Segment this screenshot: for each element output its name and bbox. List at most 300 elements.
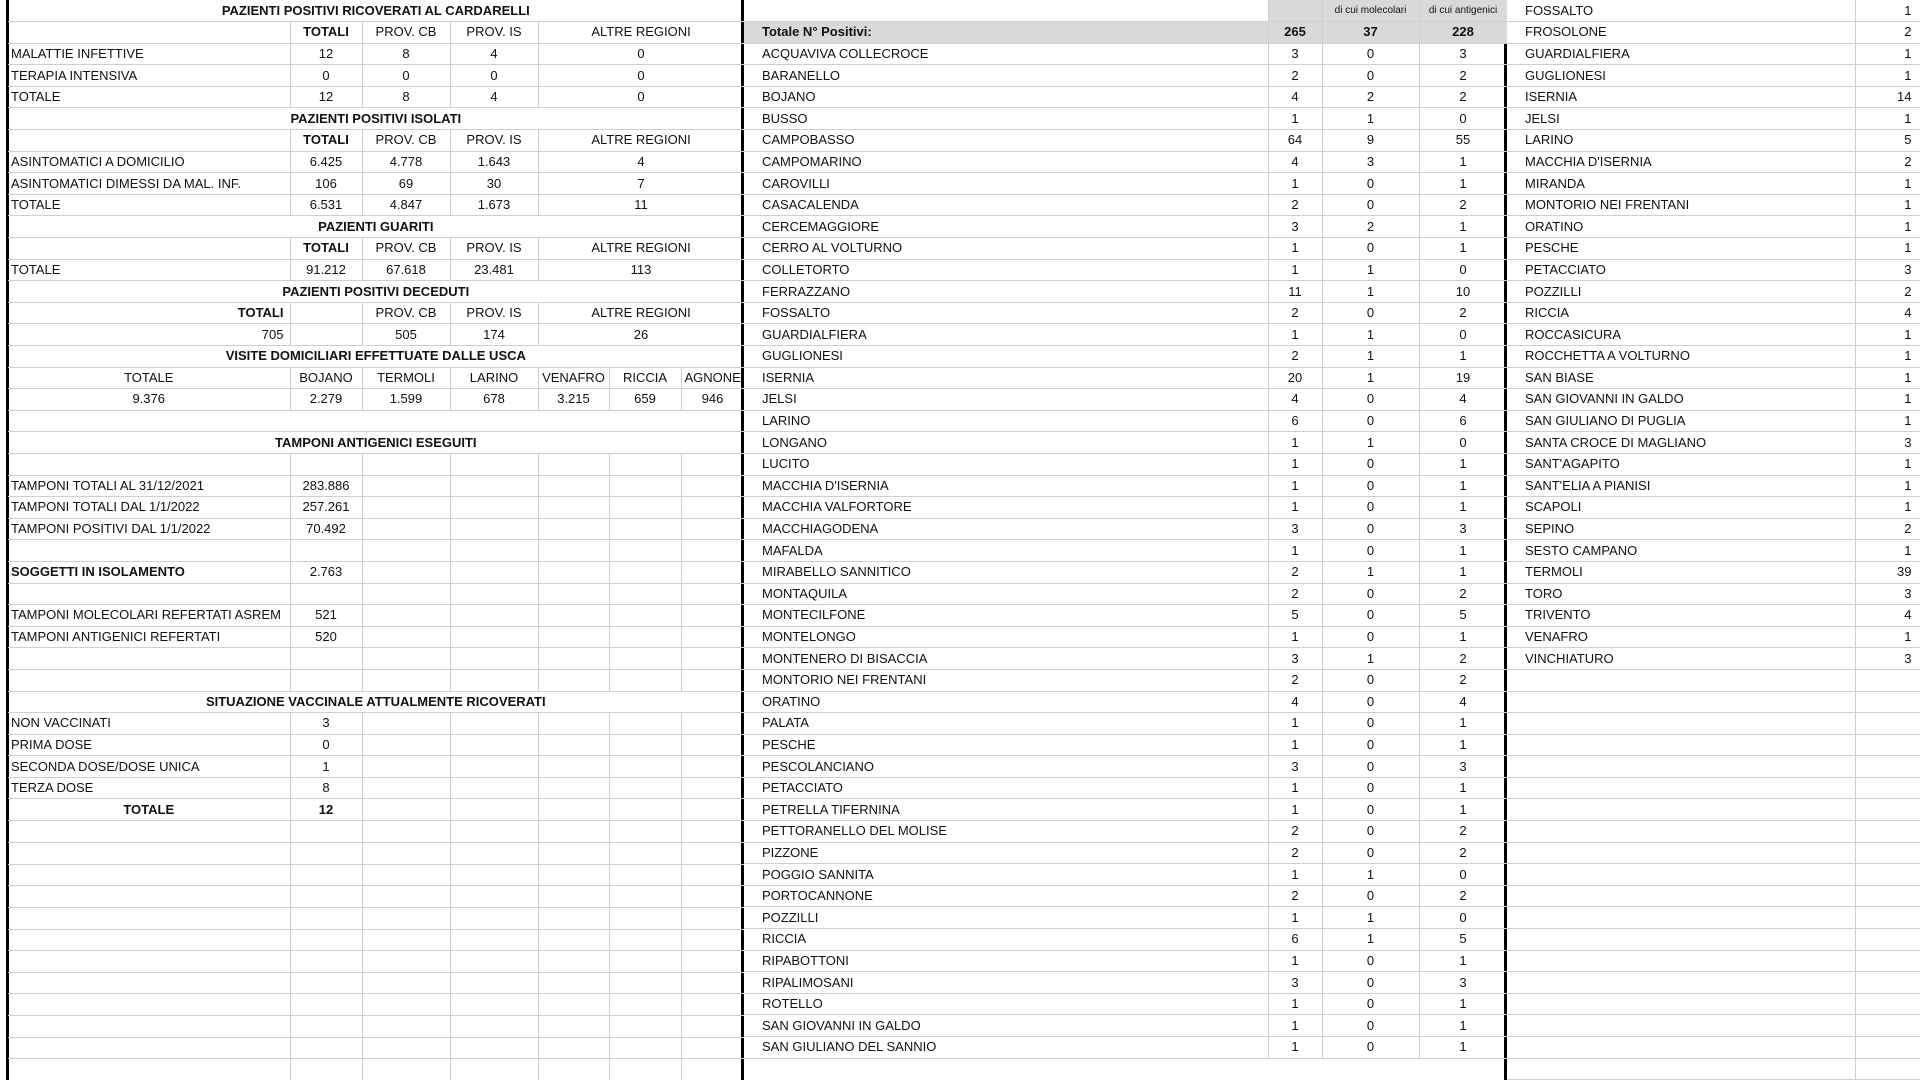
value-molecolari: 1: [1322, 259, 1419, 281]
value-molecolari: 0: [1322, 238, 1419, 260]
empty-cell: [450, 756, 538, 778]
value-prov-is: 174: [450, 324, 538, 346]
town-row: [744, 216, 1507, 238]
empty-row: [1507, 821, 1920, 843]
town-name: SEPINO: [1507, 518, 1855, 540]
empty-cell: [1855, 713, 1920, 735]
value-positivi: 4: [1268, 86, 1322, 108]
empty-cell: [681, 626, 744, 648]
town-row: [744, 475, 1507, 497]
town-row: [1507, 540, 1920, 562]
empty-cell: [1855, 1058, 1920, 1080]
town-row: [744, 86, 1507, 108]
value-antigenici: 1: [1419, 346, 1507, 368]
empty-cell: [1855, 993, 1920, 1015]
empty-row: [8, 907, 744, 929]
value-agnone: 946: [681, 389, 744, 411]
town-row: [744, 907, 1507, 929]
empty-cell: [681, 713, 744, 735]
town-name: COLLETORTO: [744, 259, 1268, 281]
row-label: TOTALE: [8, 259, 290, 281]
value-positivi: 4: [1268, 389, 1322, 411]
town-name: RIPABOTTONI: [744, 950, 1268, 972]
town-name: MONTORIO NEI FRENTANI: [1507, 194, 1855, 216]
empty-cell: [362, 734, 450, 756]
col-header-prov-is: PROV. IS: [450, 22, 538, 44]
empty-row: [8, 648, 744, 670]
town-row: [744, 346, 1507, 368]
value-antigenici: 55: [1419, 130, 1507, 152]
value-positivi: 2: [1268, 302, 1322, 324]
town-row: [744, 777, 1507, 799]
tamponi-title-row: [8, 432, 744, 454]
value-molecolari: 0: [1322, 950, 1419, 972]
empty-cell: [8, 972, 290, 994]
isolati-title-row: [8, 108, 744, 130]
town-row: [744, 821, 1507, 843]
town-row: [1507, 22, 1920, 44]
usca-title: VISITE DOMICILIARI EFFETTUATE DALLE USCA: [8, 346, 744, 368]
town-row: [744, 864, 1507, 886]
empty-cell: [1855, 669, 1920, 691]
empty-cell: [681, 583, 744, 605]
value-molecolari: 0: [1322, 583, 1419, 605]
empty-cell: [1507, 885, 1855, 907]
value-positivi: 1: [1268, 259, 1322, 281]
town-name: SCAPOLI: [1507, 497, 1855, 519]
value-antigenici: 3: [1419, 518, 1507, 540]
value-antigenici: 4: [1419, 389, 1507, 411]
empty-cell: [609, 843, 681, 865]
value-prov-cb: 67.618: [362, 259, 450, 281]
town-row: [1507, 626, 1920, 648]
positives-by-town-panel: [744, 0, 1507, 1080]
deceduti-title: PAZIENTI POSITIVI DECEDUTI: [8, 281, 744, 303]
empty-cell: [8, 130, 290, 152]
town-value: 1: [1855, 65, 1920, 87]
empty-cell: [681, 972, 744, 994]
empty-cell: [538, 886, 609, 908]
town-row: [1507, 108, 1920, 130]
empty-cell: [362, 799, 450, 821]
tamponi-row: [8, 497, 744, 519]
empty-cell: [450, 994, 538, 1016]
value-molecolari: 0: [1322, 669, 1419, 691]
value-positivi: 11: [1268, 281, 1322, 303]
town-row: [1507, 130, 1920, 152]
town-value: 1: [1855, 410, 1920, 432]
col-header-molecolari: di cui molecolari: [1322, 0, 1419, 22]
value-antigenici: 1: [1419, 734, 1507, 756]
empty-cell: [8, 583, 290, 605]
value-antigenici: 2: [1419, 842, 1507, 864]
empty-cell: [681, 777, 744, 799]
value-antigenici: 2: [1419, 669, 1507, 691]
empty-cell: [362, 907, 450, 929]
empty-row: [8, 972, 744, 994]
isolati-row: [8, 194, 744, 216]
town-row: [744, 950, 1507, 972]
col-header-prov-is: PROV. IS: [450, 130, 538, 152]
value-prov-is: 1.643: [450, 151, 538, 173]
empty-cell: [609, 475, 681, 497]
empty-cell: [681, 994, 744, 1016]
empty-cell: [681, 497, 744, 519]
town-value: 1: [1855, 475, 1920, 497]
value-positivi: 1: [1268, 799, 1322, 821]
town-row: [744, 561, 1507, 583]
value-prov-cb: 8: [362, 86, 450, 108]
town-row: [744, 605, 1507, 627]
row-label: TAMPONI TOTALI DAL 1/1/2022: [8, 497, 290, 519]
town-name: PETACCIATO: [1507, 259, 1855, 281]
empty-cell: [362, 540, 450, 562]
empty-cell: [362, 453, 450, 475]
vaccinale-row: [8, 756, 744, 778]
empty-cell: [609, 540, 681, 562]
empty-cell: [681, 1059, 744, 1080]
town-row: [744, 583, 1507, 605]
empty-cell: [681, 518, 744, 540]
town-row: [1507, 518, 1920, 540]
value-molecolari: 0: [1322, 605, 1419, 627]
empty-cell: [450, 929, 538, 951]
empty-cell: [1855, 842, 1920, 864]
value-positivi: 1: [1268, 540, 1322, 562]
town-row: [744, 453, 1507, 475]
empty-row: [1507, 713, 1920, 735]
value-antigenici: 1: [1419, 173, 1507, 195]
empty-cell: [538, 1015, 609, 1037]
empty-cell: [609, 453, 681, 475]
value-bojano: 2.279: [290, 389, 362, 411]
town-name: ISERNIA: [744, 367, 1268, 389]
town-value: 3: [1855, 648, 1920, 670]
empty-cell: [8, 821, 290, 843]
town-row: [1507, 238, 1920, 260]
vaccinale-row: [8, 734, 744, 756]
usca-values-row: [8, 389, 744, 411]
empty-cell: [362, 972, 450, 994]
town-value: 4: [1855, 605, 1920, 627]
town-name: POGGIO SANNITA: [744, 864, 1268, 886]
value-totali: 12: [290, 86, 362, 108]
row-value: 8: [290, 777, 362, 799]
empty-cell: [609, 734, 681, 756]
town-name: JELSI: [1507, 108, 1855, 130]
town-row: [1507, 216, 1920, 238]
tamponi-row: [8, 605, 744, 627]
row-value: 3: [290, 713, 362, 735]
town-name: JELSI: [744, 389, 1268, 411]
empty-cell: [538, 561, 609, 583]
col-header-totali: TOTALI: [290, 238, 362, 260]
empty-cell: [1855, 734, 1920, 756]
town-name: GUGLIONESI: [744, 346, 1268, 368]
town-row: [1507, 475, 1920, 497]
town-name: ROCCASICURA: [1507, 324, 1855, 346]
value-molecolari: 1: [1322, 367, 1419, 389]
header-row: [744, 0, 1507, 22]
row-value: 257.261: [290, 497, 362, 519]
empty-row: [1507, 691, 1920, 713]
town-row: [1507, 389, 1920, 411]
town-name: PESCHE: [744, 734, 1268, 756]
value-positivi: 2: [1268, 583, 1322, 605]
col-header-bojano: BOJANO: [290, 367, 362, 389]
empty-cell: [744, 0, 1268, 22]
empty-cell: [681, 734, 744, 756]
empty-cell: [450, 669, 538, 691]
empty-cell: [538, 453, 609, 475]
value-antigenici: 2: [1419, 302, 1507, 324]
town-row: [1507, 324, 1920, 346]
value-molecolari: 0: [1322, 713, 1419, 735]
row-value: 283.886: [290, 475, 362, 497]
empty-cell: [1855, 929, 1920, 951]
value-positivi: 2: [1268, 821, 1322, 843]
empty-cell: [1507, 713, 1855, 735]
empty-row: [8, 994, 744, 1016]
town-row: [1507, 346, 1920, 368]
empty-cell: [1507, 799, 1855, 821]
town-name: SANT'ELIA A PIANISI: [1507, 475, 1855, 497]
empty-row: [1507, 864, 1920, 886]
empty-cell: [290, 821, 362, 843]
row-label: ASINTOMATICI DIMESSI DA MAL. INF.: [8, 173, 290, 195]
town-name: PALATA: [744, 713, 1268, 735]
town-name: MONTECILFONE: [744, 605, 1268, 627]
value-molecolari: 0: [1322, 756, 1419, 778]
guariti-title-row: [8, 216, 744, 238]
value-molecolari: 1: [1322, 108, 1419, 130]
town-row: [744, 734, 1507, 756]
town-row: [744, 799, 1507, 821]
town-name: ROCCHETTA A VOLTURNO: [1507, 346, 1855, 368]
isolati-header-row: [8, 130, 744, 152]
town-name: ACQUAVIVA COLLECROCE: [744, 43, 1268, 65]
town-row: [744, 259, 1507, 281]
row-label: PRIMA DOSE: [8, 734, 290, 756]
town-row: [744, 130, 1507, 152]
town-value: 2: [1855, 22, 1920, 44]
empty-cell: [8, 238, 290, 260]
empty-row: [1507, 734, 1920, 756]
col-header-antigenici: di cui antigenici: [1419, 0, 1507, 22]
row-value: 0: [290, 734, 362, 756]
value-positivi: 64: [1268, 130, 1322, 152]
value-molecolari: 0: [1322, 410, 1419, 432]
value-molecolari: 0: [1322, 65, 1419, 87]
town-value: 1: [1855, 626, 1920, 648]
empty-row: [1507, 929, 1920, 951]
usca-header-row: [8, 367, 744, 389]
empty-cell: [681, 605, 744, 627]
town-name: CAROVILLI: [744, 173, 1268, 195]
empty-cell: [538, 994, 609, 1016]
row-label: TAMPONI POSITIVI DAL 1/1/2022: [8, 518, 290, 540]
empty-cell: [362, 605, 450, 627]
empty-row: [1507, 1037, 1920, 1059]
vaccinale-title: SITUAZIONE VACCINALE ATTUALMENTE RICOVERATI: [8, 691, 744, 713]
town-name: GUGLIONESI: [1507, 65, 1855, 87]
empty-cell: [681, 648, 744, 670]
town-name: MONTENERO DI BISACCIA: [744, 648, 1268, 670]
empty-row: [1507, 907, 1920, 929]
row-value: 520: [290, 626, 362, 648]
empty-cell: [362, 648, 450, 670]
town-name: FROSOLONE: [1507, 22, 1855, 44]
empty-cell: [681, 756, 744, 778]
empty-cell: [8, 907, 290, 929]
value-antigenici: 1: [1419, 497, 1507, 519]
town-value: 39: [1855, 561, 1920, 583]
row-label: TOTALE: [8, 194, 290, 216]
empty-cell: [538, 734, 609, 756]
col-header-totale: TOTALE: [8, 367, 290, 389]
town-value: 1: [1855, 0, 1920, 22]
value-altre-regioni: 7: [538, 173, 744, 195]
value-antigenici: 0: [1419, 432, 1507, 454]
value-antigenici: 3: [1419, 972, 1507, 994]
value-molecolari: 0: [1322, 972, 1419, 994]
value-totale: 9.376: [8, 389, 290, 411]
empty-cell: [362, 886, 450, 908]
value-molecolari: 0: [1322, 734, 1419, 756]
tamponi-title: TAMPONI ANTIGENICI ESEGUITI: [8, 432, 744, 454]
col-header-altre-regioni: ALTRE REGIONI: [538, 238, 744, 260]
empty-cell: [450, 1059, 538, 1080]
value-positivi: 1: [1268, 324, 1322, 346]
town-row: [744, 173, 1507, 195]
value-molecolari: 1: [1322, 432, 1419, 454]
col-header-venafro: VENAFRO: [538, 367, 609, 389]
empty-cell: [681, 475, 744, 497]
empty-cell: [538, 864, 609, 886]
empty-cell: [450, 453, 538, 475]
value-positivi: 1: [1268, 734, 1322, 756]
town-name: TERMOLI: [1507, 561, 1855, 583]
value-positivi: 6: [1268, 410, 1322, 432]
value-prov-cb: 4.778: [362, 151, 450, 173]
town-row: [1507, 173, 1920, 195]
empty-cell: [538, 907, 609, 929]
town-value: 5: [1855, 130, 1920, 152]
vaccinale-title-row: [8, 691, 744, 713]
empty-cell: [290, 907, 362, 929]
town-row: [744, 885, 1507, 907]
empty-cell: [538, 777, 609, 799]
town-name: PESCOLANCIANO: [744, 756, 1268, 778]
empty-cell: [362, 929, 450, 951]
empty-cell: [538, 583, 609, 605]
empty-cell: [1855, 777, 1920, 799]
value-molecolari: 0: [1322, 453, 1419, 475]
town-name: MIRABELLO SANNITICO: [744, 561, 1268, 583]
right-town-table: [1507, 0, 1920, 1080]
value-antigenici: 6: [1419, 410, 1507, 432]
empty-cell: [450, 648, 538, 670]
empty-cell: [609, 864, 681, 886]
value-positivi: 1: [1268, 432, 1322, 454]
town-row: [744, 43, 1507, 65]
empty-row: [1507, 1015, 1920, 1037]
empty-cell: [450, 540, 538, 562]
empty-cell: [290, 1015, 362, 1037]
row-label: NON VACCINATI: [8, 713, 290, 735]
empty-row: [8, 886, 744, 908]
value-prov-is: 30: [450, 173, 538, 195]
empty-cell: [609, 713, 681, 735]
town-row: [744, 713, 1507, 735]
town-row: [744, 151, 1507, 173]
town-value: 1: [1855, 216, 1920, 238]
empty-cell: [450, 1015, 538, 1037]
town-row: [744, 993, 1507, 1015]
town-row: [744, 540, 1507, 562]
town-name: LARINO: [744, 410, 1268, 432]
value-positivi: 1: [1268, 993, 1322, 1015]
town-name: MIRANDA: [1507, 173, 1855, 195]
town-row: [744, 1015, 1507, 1037]
value-antigenici: 1: [1419, 453, 1507, 475]
empty-cell: [681, 907, 744, 929]
row-label: MALATTIE INFETTIVE: [8, 43, 290, 65]
left-summary-panel: [8, 0, 744, 1080]
value-positivi: 1: [1268, 864, 1322, 886]
value-antigenici: 1: [1419, 626, 1507, 648]
value-antigenici: 1: [1419, 777, 1507, 799]
row-label: TOTALE: [8, 86, 290, 108]
empty-cell: [362, 777, 450, 799]
empty-cell: [362, 994, 450, 1016]
value-termoli: 1.599: [362, 389, 450, 411]
value-antigenici: 1: [1419, 950, 1507, 972]
value-prov-cb: 505: [362, 324, 450, 346]
empty-cell: [8, 669, 290, 691]
value-molecolari: 2: [1322, 86, 1419, 108]
empty-cell: [450, 886, 538, 908]
empty-cell: [538, 1037, 609, 1059]
town-name: TRIVENTO: [1507, 605, 1855, 627]
empty-cell: [538, 1059, 609, 1080]
empty-cell: [8, 540, 290, 562]
value-antigenici: 2: [1419, 194, 1507, 216]
vaccinale-row: [8, 777, 744, 799]
value-antigenici: 1: [1419, 713, 1507, 735]
town-name: SAN BIASE: [1507, 367, 1855, 389]
town-row: [1507, 432, 1920, 454]
right-town-list-panel: [1507, 0, 1920, 1080]
value-positivi: 1: [1268, 238, 1322, 260]
value-positivi: 3: [1268, 972, 1322, 994]
ricoverati-title: PAZIENTI POSITIVI RICOVERATI AL CARDARELLI: [8, 0, 744, 22]
empty-cell: [1507, 864, 1855, 886]
value-totali: 91.212: [290, 259, 362, 281]
empty-cell: [1507, 907, 1855, 929]
town-name: PETTORANELLO DEL MOLISE: [744, 821, 1268, 843]
town-name: MACCHIA VALFORTORE: [744, 497, 1268, 519]
empty-cell: [8, 929, 290, 951]
town-name: ORATINO: [744, 691, 1268, 713]
col-header-prov-cb: PROV. CB: [362, 302, 450, 324]
empty-cell: [8, 864, 290, 886]
empty-cell: [538, 626, 609, 648]
value-molecolari: 0: [1322, 497, 1419, 519]
value-positivi: 2: [1268, 885, 1322, 907]
ricoverati-header-row: [8, 22, 744, 44]
town-value: 1: [1855, 108, 1920, 130]
